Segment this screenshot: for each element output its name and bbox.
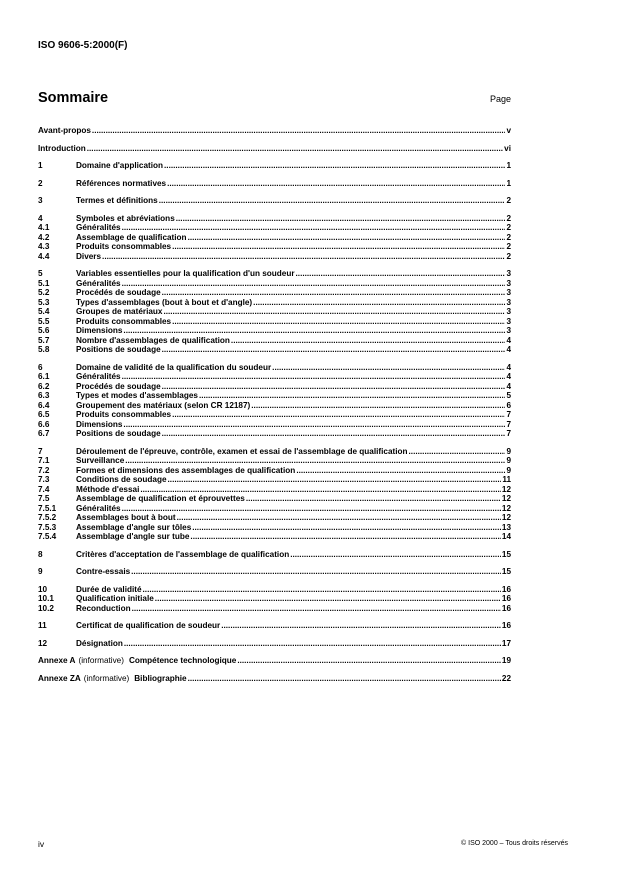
toc-entry[interactable] [38, 475, 511, 485]
toc-entry-page: 4 [506, 335, 511, 345]
toc-entry-number: 6.2 [38, 381, 50, 391]
toc-entry-page: 3 [506, 288, 511, 297]
toc-entry-page: 3 [506, 316, 511, 326]
toc-entry-number: 2 [38, 178, 43, 188]
toc-leader-dots [92, 126, 506, 136]
toc-entry[interactable] [38, 382, 511, 392]
toc-entry-title: Méthode d'essai [76, 484, 140, 494]
toc-entry-title: Certificat de qualification de soudeur [76, 621, 221, 630]
toc-entry-title: Procédés de soudage [76, 381, 161, 391]
toc-entry-number: 10 [38, 584, 48, 594]
toc-entry[interactable] [38, 594, 511, 604]
toc-leader-dots [296, 466, 505, 476]
toc-entry-page: 3 [506, 297, 511, 307]
annex-informative-tag: (informative) [83, 673, 130, 683]
toc-annex-entry[interactable] [38, 674, 511, 684]
annex-title: Bibliographie [134, 673, 187, 683]
toc-entry-title: Produits consommables [76, 242, 172, 251]
toc-entry-title: Positions de soudage [76, 345, 161, 354]
annex-label: Annexe ZA [38, 673, 81, 683]
toc-leader-dots [162, 429, 506, 439]
toc-entry-title: Critères d'acceptation de l'assemblage de qualification [76, 549, 290, 559]
toc-entry-number: 5.4 [38, 307, 50, 316]
toc-entry-title: Contre-essais [76, 567, 131, 576]
toc-entry-number: 5.2 [38, 288, 50, 297]
toc-entry-page: 4 [506, 345, 511, 354]
toc-entry-page: 17 [501, 638, 511, 648]
toc-entry[interactable] [38, 410, 511, 420]
toc-leader-dots [296, 269, 506, 279]
toc-entry[interactable] [38, 269, 511, 279]
toc-entry-page: 14 [501, 532, 511, 541]
toc-entry-title: Généralités [76, 223, 121, 232]
copyright-notice: © ISO 2000 – Tous droits réservés [461, 840, 568, 847]
toc-leader-dots [122, 504, 501, 514]
toc-entry-title: Reconduction [76, 603, 131, 613]
toc-leader-dots [253, 298, 505, 308]
toc-entry-number: 9 [38, 567, 43, 576]
toc-entry-page: 1 [506, 178, 511, 188]
document-id: ISO 9606-5:2000(F) [38, 40, 128, 51]
toc-leader-dots [122, 223, 506, 233]
toc-entry-title: Qualification initiale [76, 594, 154, 603]
toc-entry-title: Dimensions [76, 419, 123, 429]
toc-entry[interactable] [38, 532, 511, 542]
toc-entry-page: 12 [501, 494, 511, 503]
toc-entry-title: Positions de soudage [76, 429, 161, 438]
toc-entry[interactable] [38, 391, 511, 401]
annex-label: Annexe A [38, 656, 76, 665]
toc-leader-dots [131, 567, 501, 577]
toc-entry-page: 2 [506, 223, 511, 232]
toc-entry-title: Formes et dimensions des assemblages de qualification [76, 465, 296, 475]
table-of-contents [38, 126, 511, 683]
toc-leader-dots [177, 513, 501, 523]
toc-entry-number: 5 [38, 269, 43, 278]
toc-entry[interactable] [38, 279, 511, 289]
toc-leader-dots [272, 363, 505, 373]
toc-entry-title: Assemblage de qualification et éprouvettes [76, 494, 245, 503]
toc-entry[interactable] [38, 126, 511, 136]
toc-leader-dots [132, 604, 501, 614]
toc-entry-title: Avant-propos [38, 126, 91, 135]
toc-entry-title: Types et modes d'assemblages [76, 391, 198, 400]
toc-annex-entry[interactable] [38, 656, 511, 666]
toc-entry-number: 4 [38, 213, 43, 223]
toc-entry-number: 12 [38, 638, 48, 648]
toc-entry-number: 6.6 [38, 419, 50, 429]
annex-informative-tag: (informative) [78, 656, 124, 665]
toc-leader-dots [140, 485, 501, 495]
toc-entry-title: Désignation [76, 638, 123, 648]
toc-entry-page: 2 [506, 196, 511, 205]
toc-entry-page: v [506, 126, 511, 135]
toc-entry-page: 5 [506, 391, 511, 400]
toc-entry[interactable] [38, 307, 511, 317]
toc-entry-number: 5.8 [38, 345, 50, 354]
toc-entry-title: Références normatives [76, 178, 167, 188]
toc-entry[interactable] [38, 161, 511, 171]
toc-entry[interactable] [38, 214, 511, 224]
toc-entry-title: Conditions de soudage [76, 475, 167, 484]
toc-entry-page: vi [504, 143, 511, 153]
toc-entry[interactable] [38, 242, 511, 252]
toc-entry-page: 4 [506, 372, 511, 381]
toc-entry[interactable] [38, 401, 511, 411]
page-column-header: Page [489, 94, 511, 104]
toc-leader-dots [143, 585, 501, 595]
toc-entry-number: 5.1 [38, 278, 50, 288]
toc-entry-page: 16 [501, 621, 511, 630]
toc-entry-page: 15 [501, 549, 511, 559]
toc-entry-title: Groupes de matériaux [76, 307, 163, 316]
toc-entry-page: 15 [501, 567, 511, 576]
toc-entry[interactable] [38, 604, 511, 614]
toc-entry-page: 9 [506, 446, 511, 456]
toc-entry-title: Domaine de validité de la qualification du soudeur [76, 362, 272, 372]
toc-entry-title: Produits consommables [76, 410, 172, 419]
toc-entry-title: Variables essentielles pour la qualification d'un soudeur [76, 269, 295, 278]
toc-entry[interactable] [38, 179, 511, 189]
toc-entry-page: 1 [506, 161, 511, 170]
toc-leader-dots [162, 345, 506, 355]
toc-entry-number: 6.5 [38, 410, 50, 419]
toc-entry-number: 3 [38, 196, 43, 205]
toc-entry-number: 10.1 [38, 594, 54, 603]
toc-entry-page: 13 [501, 522, 511, 532]
toc-entry-title: Généralités [76, 278, 121, 288]
toc-entry[interactable] [38, 621, 511, 631]
toc-entry-title: Généralités [76, 372, 121, 381]
toc-entry[interactable] [38, 550, 511, 560]
toc-leader-dots [159, 196, 506, 206]
toc-entry[interactable] [38, 447, 511, 457]
toc-entry-number: 7.5.2 [38, 513, 57, 522]
toc-entry-number: 4.2 [38, 232, 50, 242]
toc-entry-page: 9 [506, 465, 511, 475]
toc-entry-page: 7 [506, 429, 511, 438]
toc-entry-title: Procédés de soudage [76, 288, 161, 297]
toc-entry-title: Surveillance [76, 456, 125, 465]
toc-entry[interactable] [38, 336, 511, 346]
toc-entry-page: 4 [506, 362, 511, 372]
toc-entry[interactable] [38, 223, 511, 233]
toc-entry-title: Assemblage d'angle sur tôles [76, 522, 192, 532]
toc-entry-page: 7 [506, 419, 511, 429]
toc-leader-dots [122, 372, 506, 382]
toc-leader-dots [123, 420, 505, 430]
toc-entry-page: 2 [506, 232, 511, 242]
toc-entry-page: 16 [501, 594, 511, 603]
toc-leader-dots [188, 233, 506, 243]
toc-leader-dots [176, 214, 506, 224]
toc-leader-dots [192, 523, 501, 533]
toc-entry-page: 3 [506, 269, 511, 278]
toc-entry-number: 11 [38, 621, 47, 630]
toc-entry-number: 6.3 [38, 391, 50, 400]
toc-entry[interactable] [38, 485, 511, 495]
toc-entry-number: 7.4 [38, 484, 50, 494]
toc-entry-number: 7.5.1 [38, 503, 57, 513]
toc-entry-page: 16 [501, 584, 511, 594]
toc-entry-page: 3 [506, 307, 511, 316]
toc-leader-dots [221, 621, 501, 631]
toc-entry-title: Généralités [76, 503, 121, 513]
toc-entry-page: 2 [506, 213, 511, 223]
toc-leader-dots [87, 144, 503, 154]
toc-entry[interactable] [38, 144, 511, 154]
toc-entry-number: 7.5.3 [38, 522, 57, 532]
toc-entry-title: Durée de validité [76, 584, 142, 594]
toc-leader-dots [172, 317, 505, 327]
toc-entry[interactable] [38, 345, 511, 355]
toc-entry[interactable] [38, 298, 511, 308]
toc-leader-dots [167, 179, 505, 189]
toc-leader-dots [199, 391, 506, 401]
toc-entry[interactable] [38, 466, 511, 476]
toc-entry-title: Divers [76, 251, 102, 261]
toc-entry[interactable] [38, 233, 511, 243]
toc-leader-dots [125, 456, 505, 466]
toc-entry-page: 6 [506, 400, 511, 410]
toc-leader-dots [246, 494, 501, 504]
toc-entry-title: Assemblage de qualification [76, 232, 187, 242]
toc-entry-number: 7.3 [38, 475, 50, 484]
toc-entry[interactable] [38, 429, 511, 439]
toc-entry-title: Produits consommables [76, 316, 172, 326]
toc-entry-number: 5.7 [38, 335, 50, 345]
toc-leader-dots [162, 288, 506, 298]
toc-entry[interactable] [38, 363, 511, 373]
toc-entry-number: 4.1 [38, 223, 50, 232]
toc-leader-dots [231, 336, 506, 346]
toc-entry-title: Introduction [38, 143, 86, 153]
toc-leader-dots [162, 382, 506, 392]
toc-entry-title: Dimensions [76, 326, 123, 335]
toc-entry-number: 6.1 [38, 372, 50, 381]
toc-entry[interactable] [38, 326, 511, 336]
toc-entry-number: 5.6 [38, 326, 50, 335]
toc-entry-number: 7.1 [38, 456, 50, 465]
toc-entry-number: 7.5.4 [38, 532, 57, 541]
toc-entry[interactable] [38, 196, 511, 206]
toc-entry-number: 5.3 [38, 297, 50, 307]
toc-entry-title: Groupement des matériaux (selon CR 12187) [76, 400, 251, 410]
toc-leader-dots [164, 161, 505, 171]
toc-leader-dots [237, 656, 501, 666]
toc-entry-title: Assemblage d'angle sur tube [76, 532, 190, 541]
toc-entry[interactable] [38, 494, 511, 504]
toc-entry-title: Symboles et abréviations [76, 213, 175, 223]
toc-entry[interactable] [38, 504, 511, 514]
toc-entry-title: Domaine d'application [76, 161, 164, 170]
toc-leader-dots [172, 410, 505, 420]
toc-leader-dots [123, 326, 505, 336]
toc-entry[interactable] [38, 420, 511, 430]
toc-entry-number: 1 [38, 161, 43, 170]
toc-leader-dots [102, 252, 505, 262]
toc-entry-page: 12 [501, 513, 511, 522]
toc-entry[interactable] [38, 456, 511, 466]
toc-entry-title: Nombre d'assemblages de qualification [76, 335, 230, 345]
toc-entry-title: Types d'assemblages (bout à bout et d'angle) [76, 297, 253, 307]
toc-entry[interactable] [38, 585, 511, 595]
annex-page: 22 [501, 673, 511, 683]
toc-entry-title: Assemblages bout à bout [76, 513, 176, 522]
toc-entry-page: 2 [506, 251, 511, 261]
toc-entry-title: Déroulement de l'épreuve, contrôle, examen et essai de l'assemblage de qualification [76, 446, 408, 456]
toc-leader-dots [251, 401, 505, 411]
toc-entry-page: 3 [506, 326, 511, 335]
toc-entry-number: 4.3 [38, 242, 50, 251]
toc-leader-dots [163, 307, 505, 317]
annex-page: 19 [501, 656, 511, 665]
toc-entry-number: 6 [38, 362, 43, 372]
toc-entry[interactable] [38, 288, 511, 298]
toc-entry-page: 12 [501, 503, 511, 513]
toc-entry-page: 4 [506, 381, 511, 391]
toc-entry-page: 9 [506, 456, 511, 465]
toc-entry-number: 4.4 [38, 251, 50, 261]
toc-entry[interactable] [38, 639, 511, 649]
toc-leader-dots [122, 279, 506, 289]
toc-leader-dots [124, 639, 501, 649]
toc-entry-number: 7 [38, 446, 43, 456]
toc-leader-dots [188, 674, 501, 684]
toc-entry-number: 7.2 [38, 465, 50, 475]
toc-entry[interactable] [38, 523, 511, 533]
toc-leader-dots [172, 242, 505, 252]
toc-entry-number: 10.2 [38, 603, 54, 613]
toc-entry-page: 11 [502, 475, 511, 484]
toc-entry[interactable] [38, 372, 511, 382]
toc-entry[interactable] [38, 252, 511, 262]
toc-entry[interactable] [38, 513, 511, 523]
page-title: Sommaire [38, 90, 109, 106]
toc-leader-dots [190, 532, 500, 542]
toc-entry-page: 7 [506, 410, 511, 419]
toc-leader-dots [290, 550, 501, 560]
toc-leader-dots [155, 594, 501, 604]
toc-entry-page: 3 [506, 278, 511, 288]
toc-entry-page: 16 [501, 603, 511, 613]
toc-entry-number: 7.5 [38, 494, 50, 503]
toc-entry-number: 5.5 [38, 316, 50, 326]
toc-entry-number: 6.4 [38, 400, 50, 410]
toc-entry-number: 8 [38, 549, 43, 559]
toc-entry[interactable] [38, 317, 511, 327]
annex-title: Compétence technologique [128, 656, 237, 665]
toc-entry[interactable] [38, 567, 511, 577]
toc-leader-dots [168, 475, 502, 485]
toc-entry-page: 2 [506, 242, 511, 251]
toc-entry-number: 6.7 [38, 429, 50, 438]
toc-leader-dots [409, 447, 506, 457]
toc-entry-page: 12 [501, 484, 511, 494]
page-number: iv [38, 839, 45, 849]
toc-entry-title: Termes et définitions [76, 196, 158, 205]
